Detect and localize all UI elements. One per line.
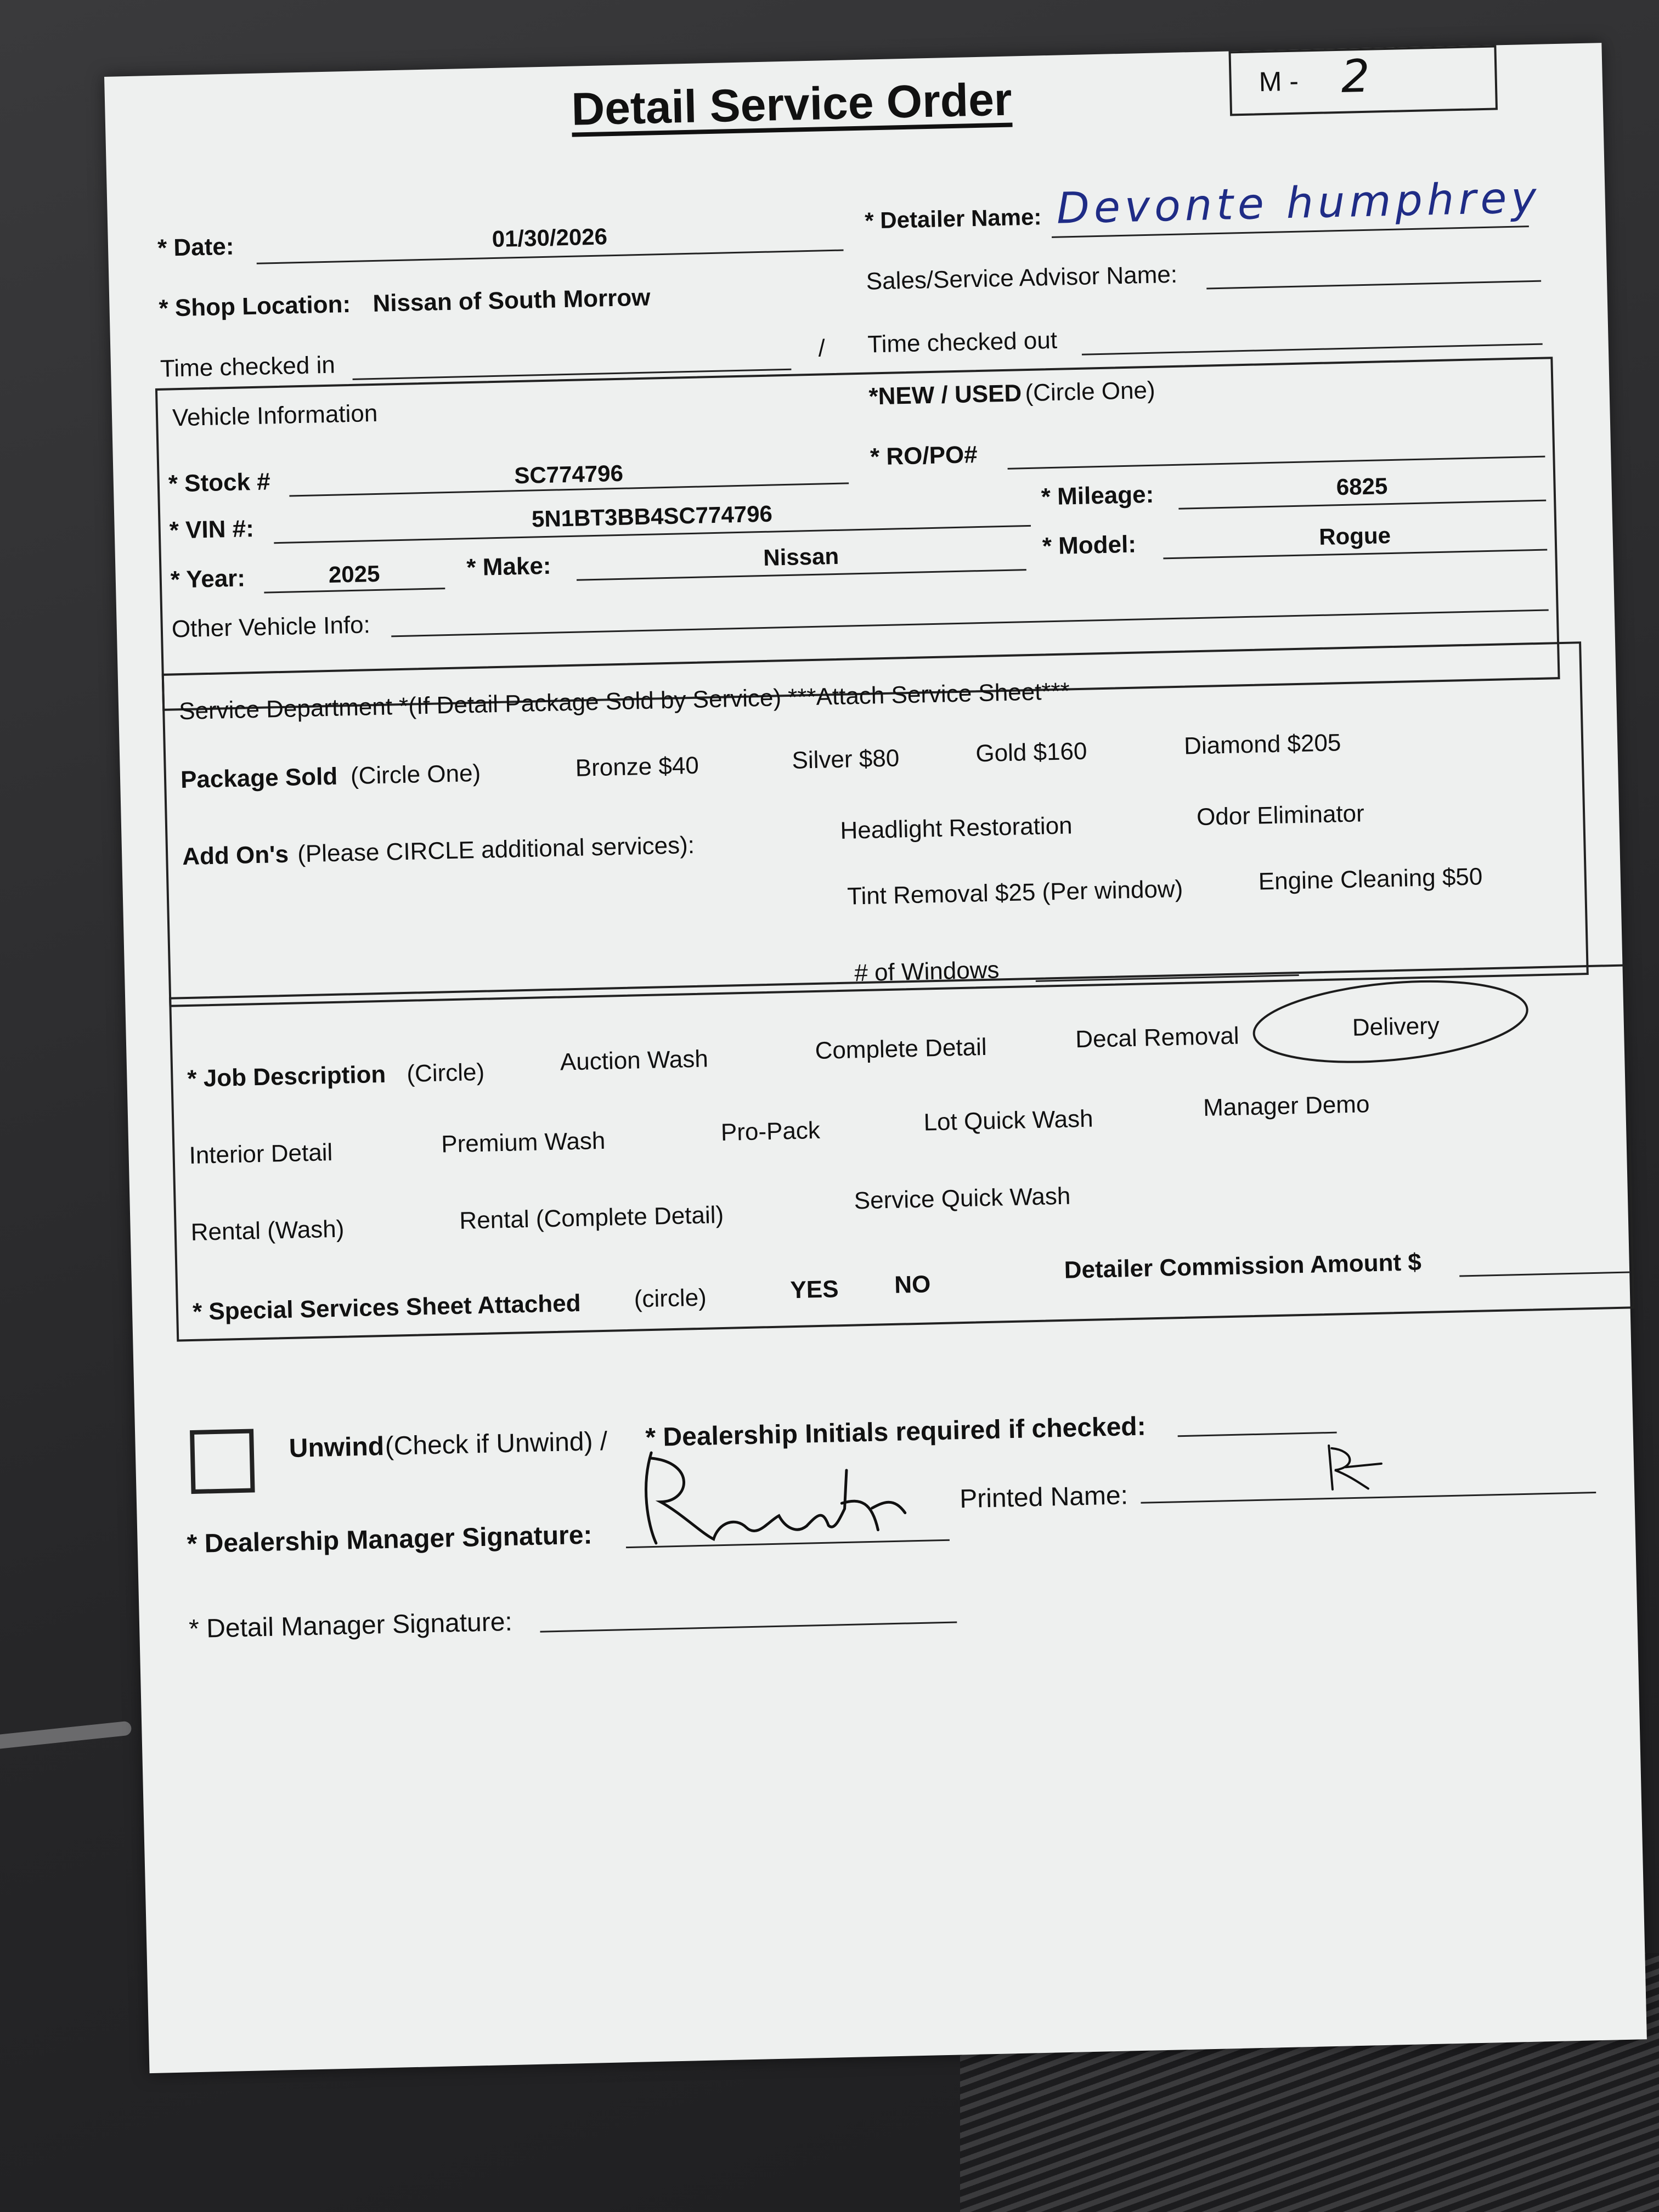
year-value[interactable]: 2025 bbox=[328, 560, 380, 588]
model-value[interactable]: Rogue bbox=[1318, 522, 1391, 550]
job-service-quick-wash[interactable]: Service Quick Wash bbox=[854, 1182, 1071, 1215]
job-premium-wash[interactable]: Premium Wash bbox=[441, 1127, 606, 1158]
detail-mgr-signature-line bbox=[540, 1621, 957, 1632]
other-info-label: Other Vehicle Info: bbox=[171, 611, 371, 643]
package-diamond[interactable]: Diamond $205 bbox=[1183, 729, 1341, 760]
job-rental-complete[interactable]: Rental (Complete Detail) bbox=[459, 1201, 724, 1234]
m-value: 2 bbox=[1340, 50, 1370, 103]
service-order-form bbox=[104, 43, 1647, 2073]
job-manager-demo[interactable]: Manager Demo bbox=[1203, 1091, 1370, 1122]
vin-label: * VIN #: bbox=[169, 515, 255, 544]
time-out-label: Time checked out bbox=[867, 326, 1058, 358]
date-label: * Date: bbox=[157, 233, 235, 262]
form-title: Detail Service Order bbox=[571, 73, 1013, 135]
time-out-line bbox=[1082, 343, 1543, 356]
special-no[interactable]: NO bbox=[894, 1271, 931, 1299]
advisor-line bbox=[1206, 280, 1541, 290]
job-hint: (Circle) bbox=[406, 1058, 485, 1087]
unwind-checkbox[interactable] bbox=[190, 1429, 255, 1494]
advisor-label: Sales/Service Advisor Name: bbox=[866, 261, 1178, 295]
addons-hint: (Please CIRCLE additional services): bbox=[297, 831, 695, 868]
printed-name-label: Printed Name: bbox=[959, 1481, 1128, 1514]
year-label: * Year: bbox=[170, 565, 246, 594]
package-bronze[interactable]: Bronze $40 bbox=[575, 752, 699, 782]
model-label: * Model: bbox=[1042, 531, 1137, 560]
package-silver[interactable]: Silver $80 bbox=[792, 744, 900, 774]
delivery-circle bbox=[1244, 972, 1537, 1071]
addon-headlight[interactable]: Headlight Restoration bbox=[839, 812, 1073, 844]
time-slash: / bbox=[818, 335, 826, 362]
addon-odor[interactable]: Odor Eliminator bbox=[1196, 800, 1365, 831]
make-label: * Make: bbox=[466, 552, 552, 582]
job-rental-wash[interactable]: Rental (Wash) bbox=[190, 1215, 345, 1246]
package-gold[interactable]: Gold $160 bbox=[975, 737, 1087, 768]
special-yes[interactable]: YES bbox=[789, 1276, 839, 1304]
windows-label: # of Windows bbox=[854, 956, 1000, 987]
vin-value[interactable]: 5N1BT3BB4SC774796 bbox=[531, 500, 773, 532]
time-in-label: Time checked in bbox=[160, 351, 336, 382]
stock-value[interactable]: SC774796 bbox=[514, 460, 624, 489]
job-lot-quick-wash[interactable]: Lot Quick Wash bbox=[923, 1105, 1094, 1136]
m-number-box bbox=[1228, 45, 1498, 116]
mgr-signature-label: * Dealership Manager Signature: bbox=[187, 1520, 593, 1559]
job-interior-detail[interactable]: Interior Detail bbox=[189, 1139, 333, 1169]
special-services-label: * Special Services Sheet Attached bbox=[192, 1289, 582, 1325]
new-used-label: *NEW / USED bbox=[868, 380, 1022, 410]
service-header: Service Department *(If Detail Package Sold by Service) ***Attach Service Sheet*** bbox=[178, 678, 1070, 725]
mileage-value[interactable]: 6825 bbox=[1336, 473, 1388, 500]
m-label: M - bbox=[1259, 65, 1299, 98]
ropo-label: * RO/PO# bbox=[870, 441, 978, 471]
job-label: * Job Description bbox=[187, 1060, 386, 1093]
initials-label: * Dealership Initials required if checked: bbox=[645, 1412, 1147, 1453]
job-decal-removal[interactable]: Decal Removal bbox=[1075, 1022, 1240, 1053]
job-pro-pack[interactable]: Pro-Pack bbox=[720, 1116, 821, 1146]
make-value[interactable]: Nissan bbox=[763, 543, 839, 571]
detailer-value[interactable]: Devonte humphrey bbox=[1056, 173, 1542, 234]
addon-engine[interactable]: Engine Cleaning $50 bbox=[1258, 863, 1483, 895]
manager-signature-scrawl bbox=[629, 1436, 917, 1552]
vehicle-section-label: Vehicle Information bbox=[172, 399, 378, 432]
package-hint: (Circle One) bbox=[350, 759, 481, 790]
package-label: Package Sold bbox=[180, 763, 338, 794]
printed-name-initials bbox=[1315, 1433, 1393, 1495]
stock-label: * Stock # bbox=[168, 468, 271, 498]
commission-label: Detailer Commission Amount $ bbox=[1064, 1249, 1422, 1284]
detail-mgr-signature-label: * Detail Manager Signature: bbox=[188, 1607, 513, 1644]
job-auction-wash[interactable]: Auction Wash bbox=[560, 1045, 709, 1076]
detailer-label: * Detailer Name: bbox=[864, 204, 1042, 234]
shop-value: Nissan of South Morrow bbox=[372, 284, 651, 317]
unwind-label: Unwind bbox=[289, 1432, 385, 1463]
job-delivery[interactable]: Delivery bbox=[1352, 1012, 1440, 1041]
addon-tint[interactable]: Tint Removal $25 (Per window) bbox=[847, 875, 1183, 910]
addons-label: Add On's bbox=[182, 840, 289, 871]
date-value[interactable]: 01/30/2026 bbox=[492, 223, 608, 252]
job-complete-detail[interactable]: Complete Detail bbox=[815, 1033, 988, 1065]
special-services-hint: (circle) bbox=[634, 1284, 707, 1313]
mileage-label: * Mileage: bbox=[1041, 481, 1154, 511]
shop-label: * Shop Location: bbox=[159, 290, 351, 322]
initials-line bbox=[1178, 1432, 1337, 1437]
unwind-hint: (Check if Unwind) / bbox=[385, 1426, 608, 1462]
new-used-hint: (Circle One) bbox=[1024, 376, 1156, 407]
